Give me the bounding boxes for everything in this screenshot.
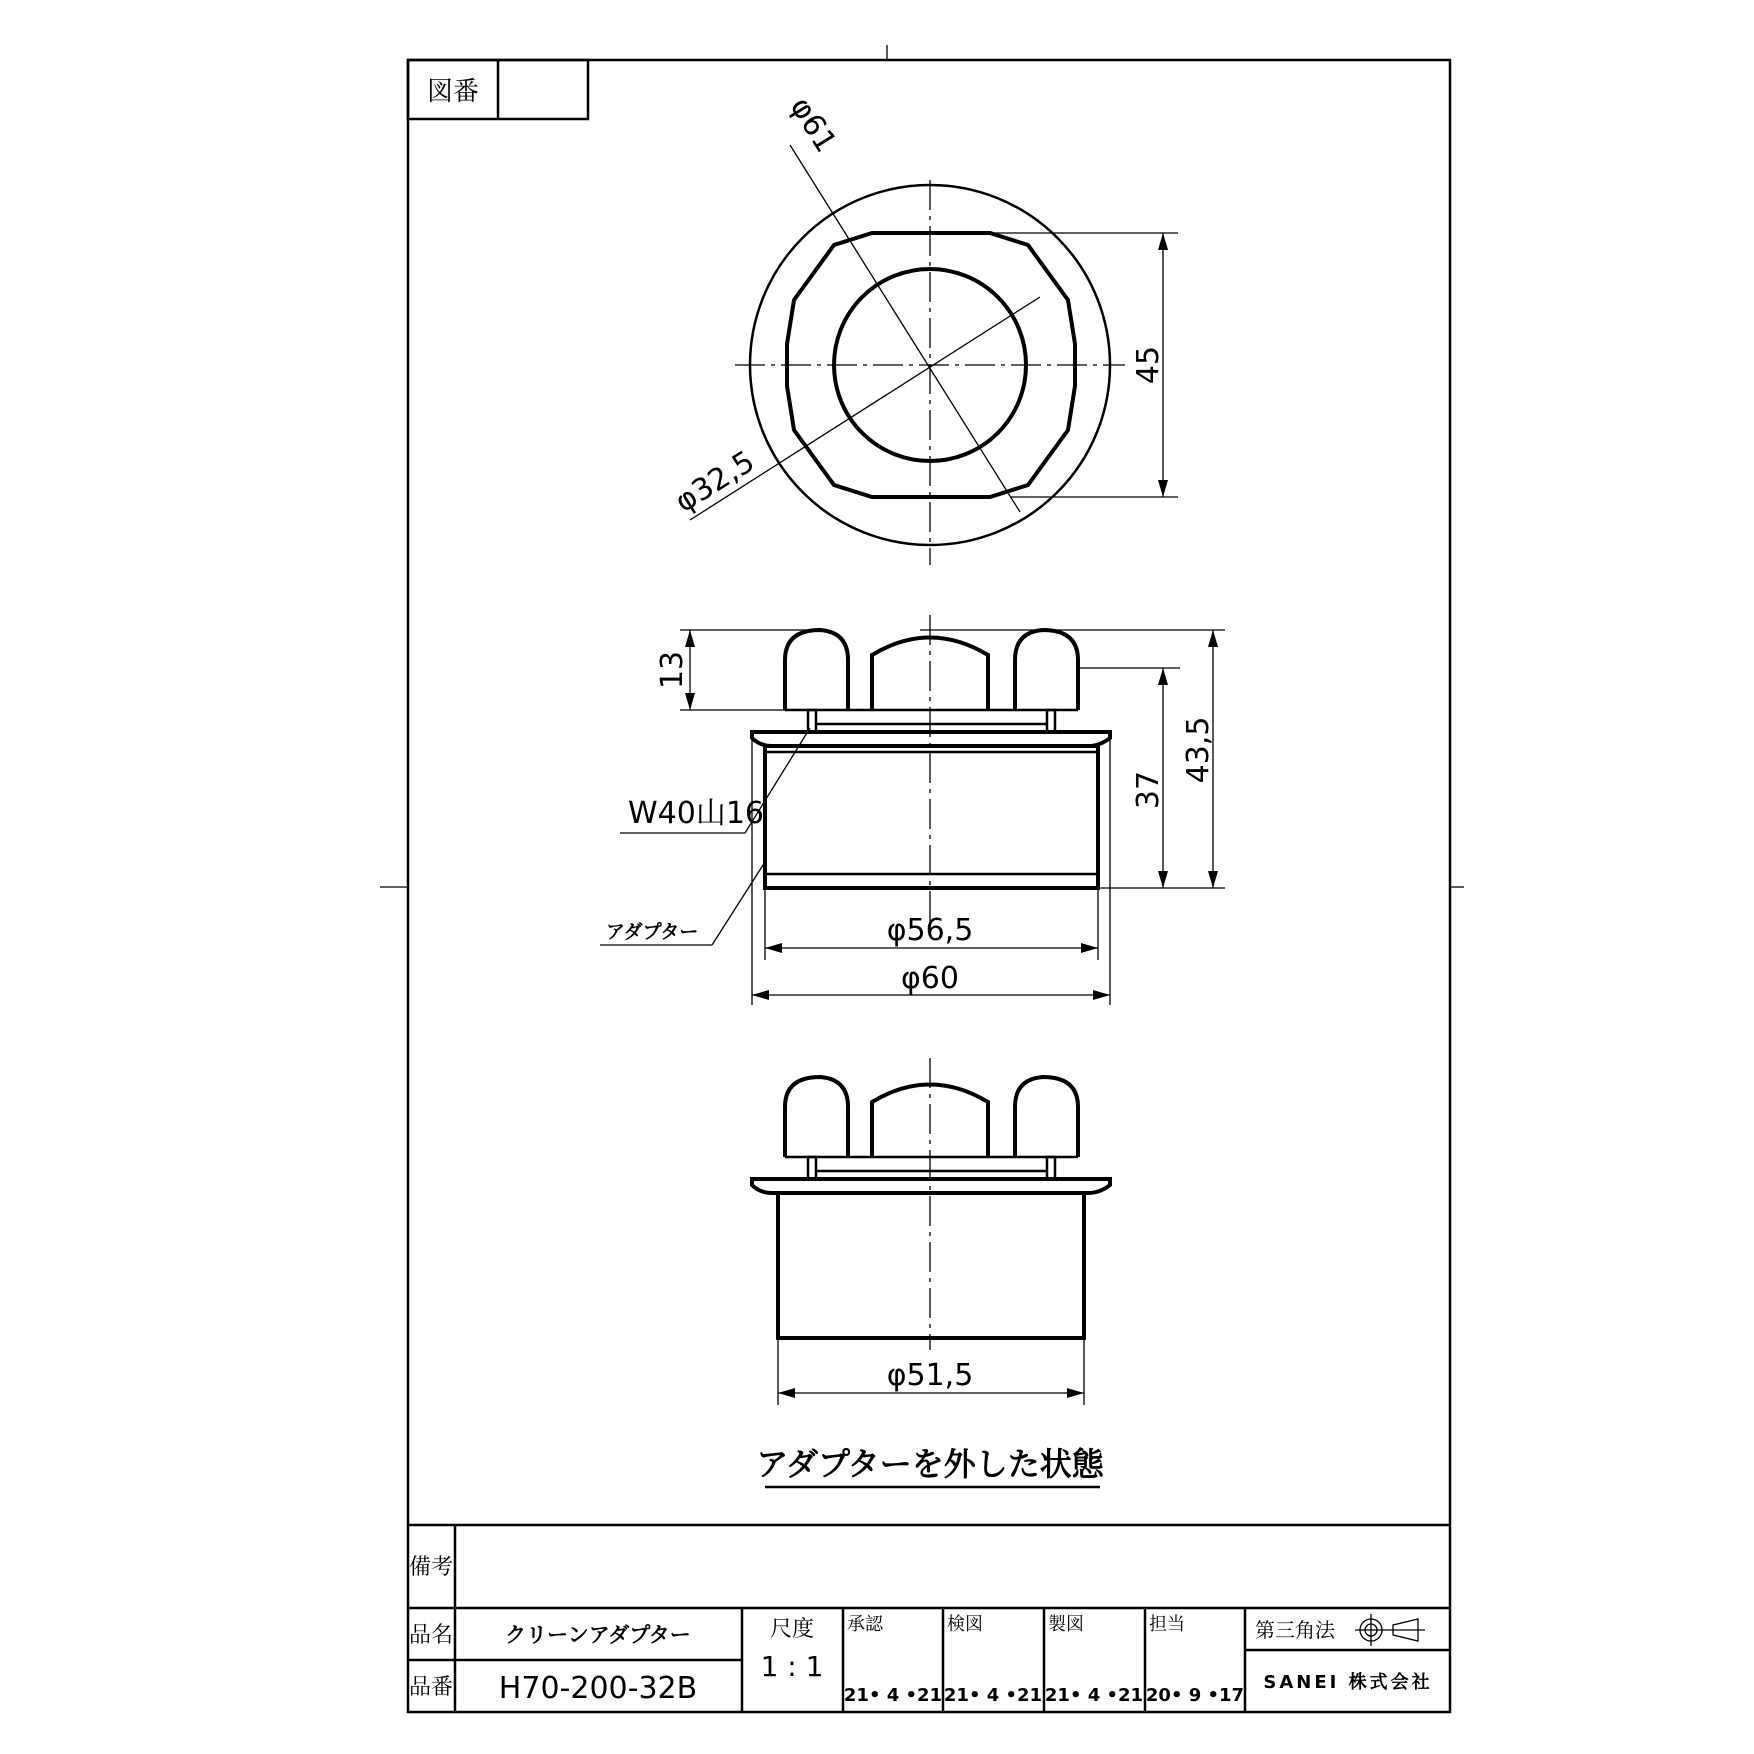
approval-date-3: 21• 4 •21 — [1044, 1685, 1144, 1706]
mid-knob-right — [1015, 630, 1078, 710]
frame-center-marks — [380, 45, 1464, 887]
dim-total-text: 43,5 — [1181, 716, 1216, 784]
dim-knob-arrow-bottom — [685, 693, 695, 710]
approval-label-1: 承認 — [847, 1614, 883, 1635]
low-knob-right — [1015, 1077, 1078, 1157]
approval-date-2: 21• 4 •21 — [943, 1685, 1043, 1706]
drawing-number-box — [408, 60, 588, 119]
adapter-leader-line — [712, 862, 765, 945]
dim-outer-dia-text: φ61 — [782, 91, 844, 159]
adapter-label: アダプター — [606, 921, 699, 943]
mid-knob-left — [785, 630, 848, 710]
product-name-label: 品名 — [408, 1623, 454, 1648]
projection-label: 第三角法 — [1255, 1618, 1335, 1642]
company-name: SANEI 株式会社 — [1263, 1672, 1433, 1693]
scale-value: 1 : 1 — [760, 1650, 824, 1683]
dim-lower-arrow-right — [1067, 1388, 1084, 1398]
dim-body-text: 37 — [1131, 770, 1166, 810]
dim-hex-text: 45 — [1131, 345, 1166, 385]
side-view-adapter-removed — [752, 1058, 1110, 1405]
top-view — [669, 91, 1178, 565]
dim-flange-text: φ60 — [901, 961, 959, 996]
title-block — [408, 1525, 1450, 1712]
dim-total-arrow-bottom — [1208, 871, 1218, 888]
low-flange — [752, 1179, 1110, 1193]
dim-adapter-text: φ56,5 — [886, 913, 974, 948]
dim-hex-arrow-bottom — [1158, 480, 1168, 497]
dim-body-arrow-bottom — [1158, 871, 1168, 888]
dim-hex-arrow-top — [1158, 233, 1168, 250]
mid-stem-right — [1047, 710, 1055, 732]
part-number-label: 品番 — [408, 1675, 454, 1700]
approval-label-3: 製図 — [1048, 1614, 1084, 1635]
dim-knob-arrow-top — [685, 630, 695, 647]
low-knob-left — [785, 1077, 848, 1157]
dim-lower-text: φ51,5 — [886, 1358, 974, 1393]
side-view-assembled — [600, 615, 1225, 1005]
approval-date-1: 21• 4 •21 — [843, 1685, 943, 1706]
low-body — [778, 1193, 1084, 1338]
part-number-value: H70-200-32B — [498, 1671, 698, 1706]
thread-label: W40山16 — [628, 796, 765, 831]
dim-adapter-arrow-left — [765, 943, 782, 953]
drawing-number-label: 図番 — [426, 77, 480, 107]
product-name-value: クリーンアダプター — [505, 1623, 691, 1647]
low-stem-right — [1047, 1157, 1055, 1179]
dim-adapter-arrow-right — [1081, 943, 1098, 953]
dim-inner-dia-text: φ32,5 — [668, 444, 761, 520]
view-caption: アダプターを外した状態 — [756, 1445, 1104, 1483]
dim-flange-arrow-left — [752, 990, 769, 1000]
dim-flange-arrow-right — [1093, 990, 1110, 1000]
remarks-label: 備考 — [408, 1555, 454, 1580]
dim-lower-arrow-left — [778, 1388, 795, 1398]
approval-label-2: 検図 — [947, 1614, 983, 1635]
approval-date-4: 20• 9 •17 — [1145, 1685, 1245, 1706]
third-angle-projection-icon — [1355, 1614, 1425, 1646]
approval-label-4: 担当 — [1149, 1614, 1185, 1635]
dim-knob-text: 13 — [655, 650, 690, 690]
scale-label: 尺度 — [769, 1617, 815, 1642]
low-stem-left — [808, 1157, 816, 1179]
dim-inner-dia-leader — [690, 297, 1040, 520]
dim-body-arrow-top — [1158, 668, 1168, 685]
dim-total-arrow-top — [1208, 630, 1218, 647]
mid-adapter-body — [765, 746, 1098, 888]
